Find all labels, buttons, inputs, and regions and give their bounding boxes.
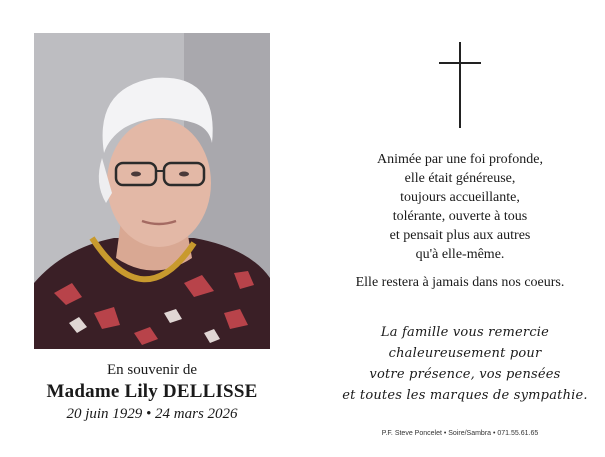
portrait-photo: [34, 33, 270, 349]
tribute-line: et pensait plus aux autres: [389, 228, 531, 243]
funeral-home-footer: P.F. Steve Poncelet • Soire/Sambra • 071.55.61.65: [381, 430, 539, 437]
thanks-message: [325, 322, 605, 406]
in-memory-label: En souvenir de: [107, 362, 197, 378]
cross-icon: [459, 42, 461, 128]
thanks-line: et toutes les marques de sympathie.: [342, 388, 588, 403]
tribute-text: [330, 150, 590, 264]
life-dates: 20 juin 1929 • 24 mars 2026: [66, 406, 238, 422]
thanks-line: votre présence, vos pensées: [369, 367, 561, 382]
tribute-line: Animée par une foi profonde,: [377, 152, 543, 167]
tribute-line: qu'à elle-même.: [415, 247, 505, 262]
thanks-line: La famille vous remercie: [380, 325, 550, 340]
deceased-name: Madame Lily DELLISSE: [46, 381, 258, 402]
cross-icon-bar: [439, 62, 481, 64]
tribute-line: tolérante, ouverte à tous: [392, 209, 528, 224]
closing-line: Elle restera à jamais dans nos coeurs.: [355, 275, 565, 290]
portrait-illustration: [34, 33, 270, 349]
tribute-line: toujours accueillante,: [400, 190, 520, 205]
tribute-line: elle était généreuse,: [404, 171, 516, 186]
thanks-line: chaleureusement pour: [388, 346, 542, 361]
